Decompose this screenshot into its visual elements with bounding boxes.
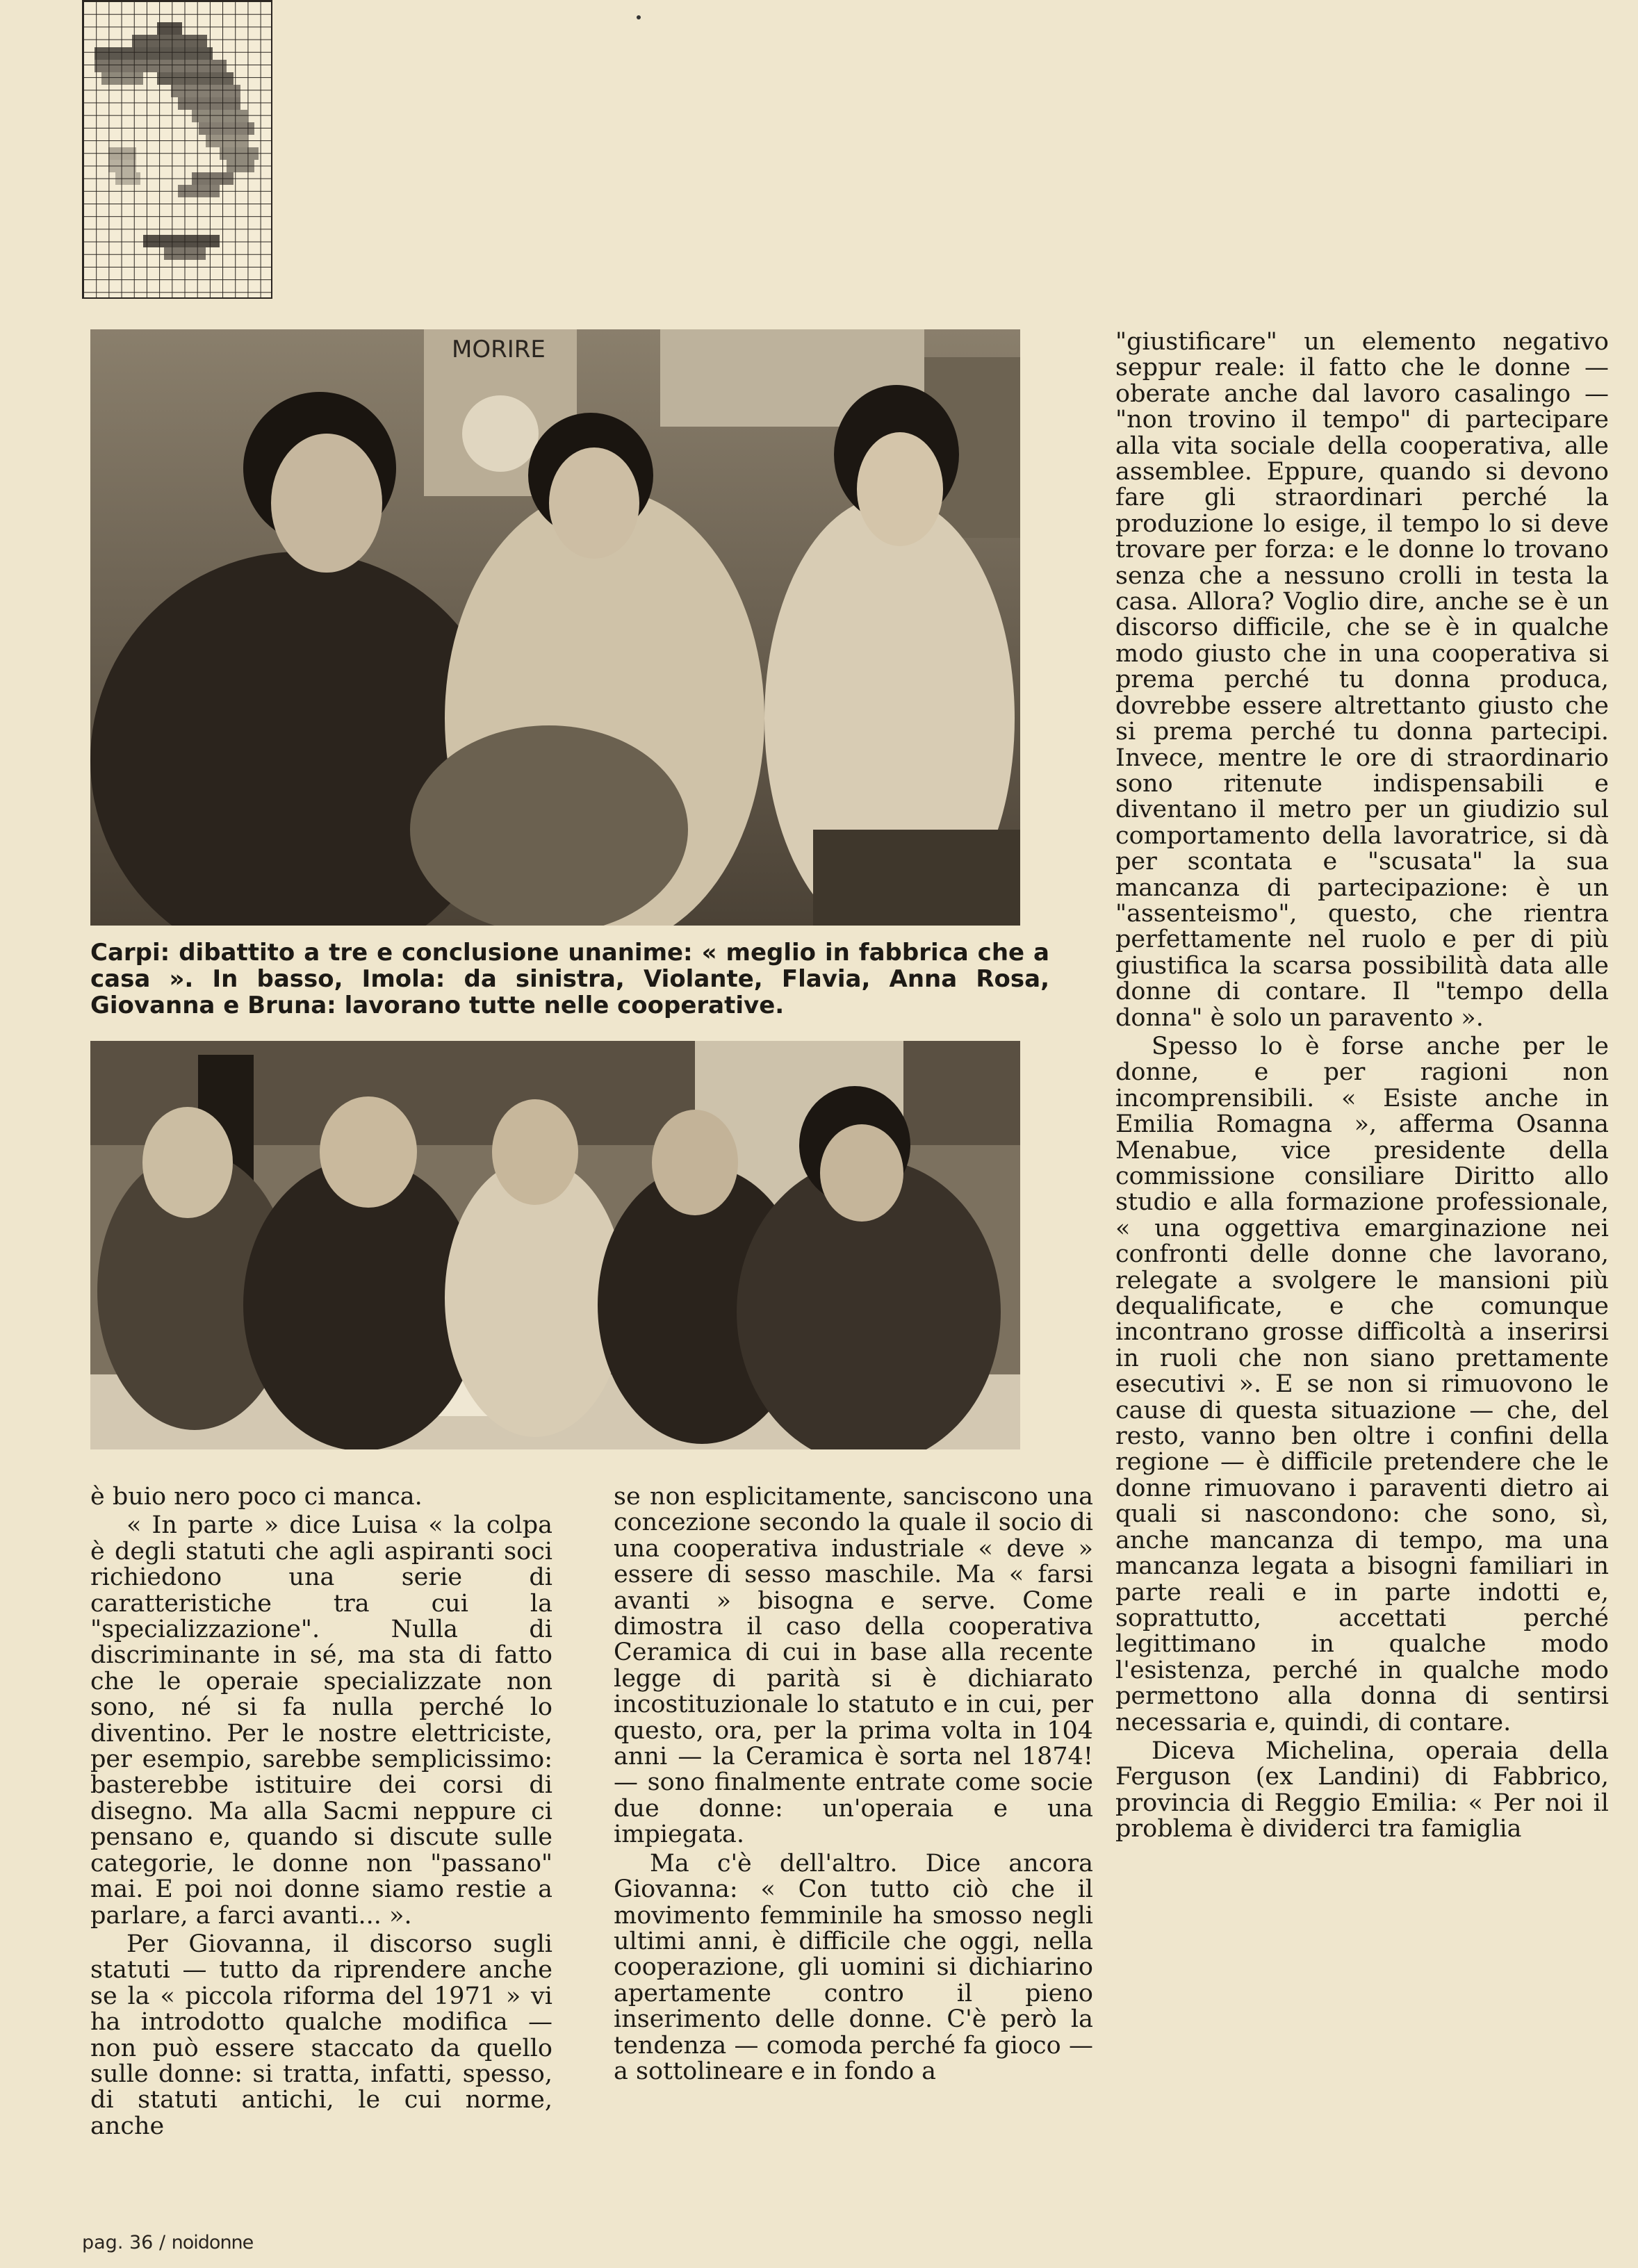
print-speck <box>637 15 641 19</box>
photo-carpi-three-women <box>90 329 1020 926</box>
paragraph: Ma c'è dell'altro. Dice ancora Giovanna: « Con tutto ciò che il movimento femminile ha smosso negli ultimi anni, è difficile che oggi, nella cooperazione, gli uomini si dichiarino apertamente contro il pieno inserimento delle donne. C'è però la tendenza — comoda perché fa gioco — a sottolineare e in fondo a <box>614 1849 1093 2085</box>
paragraph: se non esplicitamente, sanciscono una concezione secondo la quale il socio di una cooperativa industriale « deve » essere di sesso maschile. Ma « farsi avanti » bisogna e serve. Come dimostra il caso della cooperativa Ceramica di cui in base alla recente legge di parità si è dichiarato incostituzionale lo statuto e in cui, per questo, ora, per la prima volta in 104 anni — la Ceramica è sorta nel 1874! — sono finalmente entrate come socie due donne: un'operaia e una impiegata. <box>614 1483 1093 1849</box>
footer-separator: / <box>158 2232 166 2253</box>
photo-imola-five-women <box>90 1041 1020 1449</box>
magazine-name: noidonne <box>171 2232 254 2253</box>
svg-text:MORIRE: MORIRE <box>452 336 546 363</box>
text-column-middle <box>614 1484 1093 2085</box>
photo-imola-illustration <box>90 1041 1020 1449</box>
text-column-left <box>90 1484 552 2139</box>
photo-carpi-illustration <box>90 329 1020 926</box>
page-number: pag. 36 <box>82 2232 154 2253</box>
paragraph: Spesso lo è forse anche per le donne, e per ragioni non incomprensibili. « Esiste anche in Emilia Romagna », afferma Osanna Menabue, vice presidente della commissione consiliare Diritto allo studio e alla formazione professionale, « una oggettiva emarginazione nei confronti delle donne che lavorano, relegate a svolgere le mansioni più dequalificate, e che comunque incontrano grosse difficoltà a inserirsi in ruoli che non siano prettamente esecutivi ». E se non si rimuovono le cause di questa situazione — che, del resto, vanno ben oltre i confini della regione — è difficile pretendere che le donne rimuovano i paraventi dietro ai quali si nascondono: che sono, sì, anche mancanza di tempo, ma una mancanza legata a bisogni familiari in parte reali e in parte indotti e, soprattutto, accettati perché legittimano in qualche modo l'esistenza, perché in qualche modo permettono alla donna di sentirsi necessaria e, quindi, di contare. <box>1115 1032 1609 1736</box>
italy-map-icon <box>88 22 268 286</box>
text-column-right <box>1115 329 1609 1843</box>
paragraph: Per Giovanna, il discorso sugli statuti — tutto da riprendere anche se la « piccola riforma del 1971 » vi ha introdotto qualche modifica — non può essere staccato da quello sulle donne: si tratta, infatti, spesso, di statuti antichi, le cui norme, anche <box>90 1930 552 2140</box>
page-footer <box>82 2232 253 2253</box>
paragraph: è buio nero poco ci manca. <box>90 1483 423 1511</box>
photo-caption: Carpi: dibattito a tre e conclusione unanime: « meglio in fabbrica che a casa ». In basso, Imola: da sinistra, Violante, Flavia, Anna Rosa, Giovanna e Bruna: lavorano tutte nelle cooperative. <box>90 939 1049 1019</box>
paragraph: Diceva Michelina, operaia della Ferguson (ex Landini) di Fabbrico, provincia di Reggio Emilia: « Per noi il problema è dividerci tra famiglia <box>1115 1736 1609 1843</box>
paragraph: "giustificare" un elemento negativo seppur reale: il fatto che le donne — oberate anche dal lavoro casalingo — "non trovino il tempo" di partecipare alla vita sociale della cooperativa, alle assemblee. Eppure, quando si devono fare gli straordinari perché la produzione lo esige, il tempo lo si deve trovare per forza: e le donne lo trovano senza che a nessuno crolli in testa la casa. Allora? Voglio dire, anche se è un discorso difficile, che se è in qualche modo giusto che in una cooperativa si prema perché tu donna produca, dovrebbe essere altrettanto giusto che si prema perché tu donna partecipi. Invece, mentre le ore di straordinario sono ritenute indispensabili e diventano il metro per un giudizio sul comportamento della lavoratrice, si dà per scontata e "scusata" la sua mancanza di partecipazione: è un "assenteismo", questo, che rientra perfettamente nel ruolo e per di più giustifica la scarsa possibilità data alle donne di contare. Il "tempo della donna" è solo un paravento ». <box>1115 328 1609 1032</box>
paragraph: « In parte » dice Luisa « la colpa è degli statuti che agli aspiranti soci richiedono una serie di caratteristiche tra cui la "specializzazione". Nulla di discriminante in sé, ma sta di fatto che le operaie specializzate non sono, né si fa nulla perché lo diventino. Per le nostre elettriciste, per esempio, sarebbe semplicissimo: basterebbe istituire dei corsi di disegno. Ma alla Sacmi neppure ci pensano e, quando si discute sulle categorie, le donne non "passano" mai. E poi noi donne siamo restie a parlare, a farci avanti... ». <box>90 1511 552 1930</box>
italy-grid-logo <box>82 0 272 299</box>
